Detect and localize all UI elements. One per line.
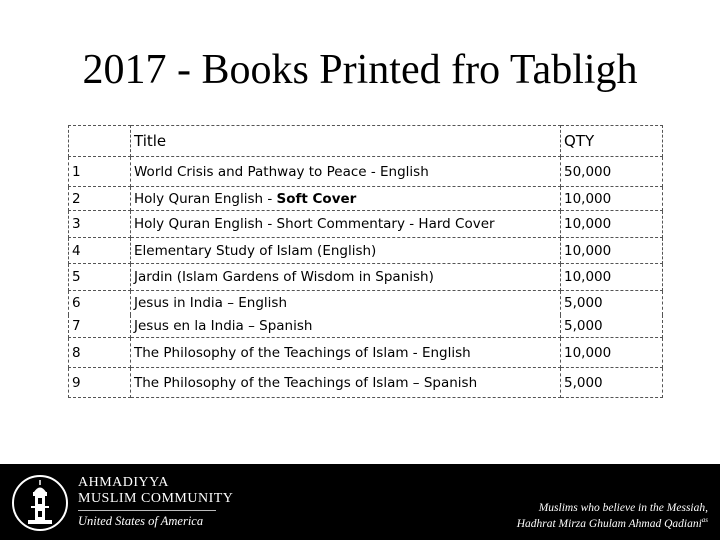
table-row: [69, 338, 663, 368]
row-qty: 10,000: [561, 187, 663, 211]
row-qty: 5,000: [561, 315, 663, 338]
row-title: Jesus in India – English: [131, 291, 561, 315]
org-location: United States of America: [78, 514, 204, 528]
row-title: The Philosophy of the Teachings of Islam - English: [131, 338, 561, 368]
header-number: [69, 126, 131, 157]
row-number: 5: [69, 264, 131, 291]
table-row: [69, 291, 663, 315]
row-title: Elementary Study of Islam (English): [131, 238, 561, 264]
org-name-line2: MUSLIM COMMUNITY: [78, 491, 234, 506]
table-row: [69, 264, 663, 291]
row-title: [131, 187, 561, 211]
header-title: Title: [131, 126, 561, 157]
row-number: 8: [69, 338, 131, 368]
row-title: Holy Quran English - Short Commentary - Hard Cover: [131, 211, 561, 238]
table-row: [69, 238, 663, 264]
row-qty: 5,000: [561, 368, 663, 398]
row-qty: 10,000: [561, 264, 663, 291]
books-table: [68, 125, 663, 398]
row-title: The Philosophy of the Teachings of Islam – Spanish: [131, 368, 561, 398]
table-row: [69, 157, 663, 187]
row-title: Jesus en la India – Spanish: [131, 315, 561, 338]
row-qty: 50,000: [561, 157, 663, 187]
row-qty: 10,000: [561, 211, 663, 238]
slide-title: 2017 - Books Printed fro Tabligh: [82, 47, 638, 93]
row-title-plain: Holy Quran English -: [134, 190, 277, 207]
row-qty: 5,000: [561, 291, 663, 315]
tagline-honorific: as: [701, 516, 708, 524]
row-qty: 10,000: [561, 238, 663, 264]
table-row: [69, 187, 663, 211]
minaret-logo-icon: [10, 472, 70, 534]
tagline-line2: [517, 516, 708, 530]
row-number: 7: [69, 315, 131, 338]
row-title: Jardin (Islam Gardens of Wisdom in Spanish): [131, 264, 561, 291]
table-row: [69, 211, 663, 238]
row-title-bold: Soft Cover: [276, 190, 357, 207]
footer-divider: [78, 510, 216, 511]
table-header-row: [69, 126, 663, 157]
table-row: [69, 315, 663, 338]
tagline-line2-text: Hadhrat Mirza Ghulam Ahmad Qadiani: [516, 517, 702, 530]
row-number: 9: [69, 368, 131, 398]
table-row: [69, 368, 663, 398]
org-name-line1: AHMADIYYA: [78, 475, 169, 490]
tagline-line1: Muslims who believe in the Messiah,: [538, 502, 708, 514]
row-qty: 10,000: [561, 338, 663, 368]
row-number: 1: [69, 157, 131, 187]
header-qty: QTY: [561, 126, 663, 157]
row-number: 4: [69, 238, 131, 264]
row-number: 6: [69, 291, 131, 315]
row-title: World Crisis and Pathway to Peace - English: [131, 157, 561, 187]
row-number: 3: [69, 211, 131, 238]
row-number: 2: [69, 187, 131, 211]
footer-bar: [0, 464, 720, 540]
